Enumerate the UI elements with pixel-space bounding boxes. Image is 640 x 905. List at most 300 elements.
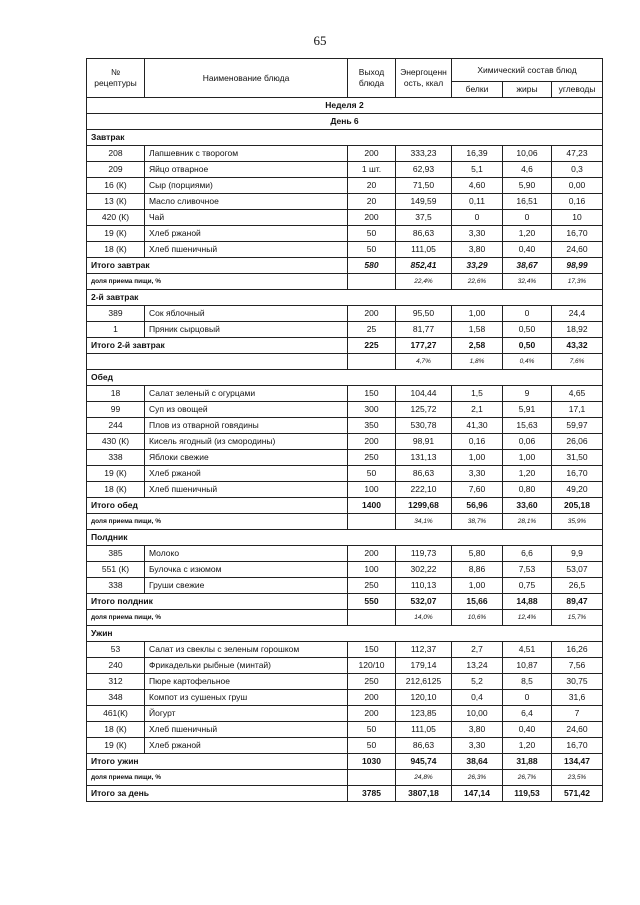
carbs-cell: 23,5%: [552, 770, 603, 786]
yield-cell: [348, 354, 396, 370]
fats-cell: 1,20: [503, 738, 552, 754]
dish-row: [87, 178, 603, 194]
fats-cell: 31,88: [503, 754, 552, 770]
header-proteins: белки: [452, 82, 503, 98]
dish-name-cell: Фрикадельки рыбные (минтай): [145, 658, 348, 674]
fats-cell: 32,4%: [503, 274, 552, 290]
carbs-cell: 30,75: [552, 674, 603, 690]
meal-total-label: Итого 2-й завтрак: [87, 338, 348, 354]
fats-cell: 0,50: [503, 322, 552, 338]
recipe-no-cell: 461(К): [87, 706, 145, 722]
energy-cell: 71,50: [396, 178, 452, 194]
yield-cell: 200: [348, 546, 396, 562]
header-energy: Энергоценн ость, ккал: [396, 59, 452, 98]
proteins-cell: 3,80: [452, 722, 503, 738]
dish-row: [87, 642, 603, 658]
carbs-cell: 10: [552, 210, 603, 226]
fats-cell: 10,87: [503, 658, 552, 674]
week-label: Неделя 2: [87, 98, 603, 114]
recipe-no-cell: 19 (К): [87, 466, 145, 482]
energy-cell: 532,07: [396, 594, 452, 610]
proteins-cell: 1,58: [452, 322, 503, 338]
yield-cell: 1400: [348, 498, 396, 514]
yield-cell: 50: [348, 226, 396, 242]
proteins-cell: 0,11: [452, 194, 503, 210]
proteins-cell: 3,30: [452, 466, 503, 482]
dish-row: [87, 674, 603, 690]
carbs-cell: 9,9: [552, 546, 603, 562]
fats-cell: 0: [503, 210, 552, 226]
carbs-cell: 17,1: [552, 402, 603, 418]
fats-cell: 0,40: [503, 722, 552, 738]
fats-cell: 0,80: [503, 482, 552, 498]
energy-cell: 104,44: [396, 386, 452, 402]
yield-cell: 580: [348, 258, 396, 274]
recipe-no-cell: 13 (К): [87, 194, 145, 210]
proteins-cell: 2,58: [452, 338, 503, 354]
energy-cell: 111,05: [396, 722, 452, 738]
meal-total-row: [87, 754, 603, 770]
carbs-cell: 24,60: [552, 242, 603, 258]
recipe-no-cell: 338: [87, 450, 145, 466]
proteins-cell: 1,00: [452, 578, 503, 594]
recipe-no-cell: 53: [87, 642, 145, 658]
dish-name-cell: Йогурт: [145, 706, 348, 722]
proteins-cell: 0: [452, 210, 503, 226]
yield-cell: 50: [348, 242, 396, 258]
fats-cell: 15,63: [503, 418, 552, 434]
meal-section-row: [87, 290, 603, 306]
carbs-cell: 16,70: [552, 466, 603, 482]
fats-cell: 1,20: [503, 466, 552, 482]
meal-share-label: доля приема пищи, %: [87, 610, 348, 626]
proteins-cell: 15,66: [452, 594, 503, 610]
proteins-cell: 41,30: [452, 418, 503, 434]
recipe-no-cell: 208: [87, 146, 145, 162]
energy-cell: 179,14: [396, 658, 452, 674]
fats-cell: 0,06: [503, 434, 552, 450]
yield-cell: 150: [348, 386, 396, 402]
energy-cell: 131,13: [396, 450, 452, 466]
yield-cell: [348, 274, 396, 290]
yield-cell: [348, 610, 396, 626]
proteins-cell: 0,16: [452, 434, 503, 450]
meal-share-row: [87, 354, 603, 370]
recipe-no-cell: 389: [87, 306, 145, 322]
fats-cell: 28,1%: [503, 514, 552, 530]
yield-cell: 300: [348, 402, 396, 418]
recipe-no-cell: 18 (К): [87, 242, 145, 258]
meal-share-row: [87, 514, 603, 530]
dish-row: [87, 402, 603, 418]
energy-cell: 852,41: [396, 258, 452, 274]
energy-cell: 24,8%: [396, 770, 452, 786]
proteins-cell: 1,00: [452, 450, 503, 466]
carbs-cell: 35,9%: [552, 514, 603, 530]
fats-cell: 8,5: [503, 674, 552, 690]
carbs-cell: 31,50: [552, 450, 603, 466]
recipe-no-cell: 551 (К): [87, 562, 145, 578]
menu-table: [86, 58, 603, 802]
dish-row: [87, 146, 603, 162]
yield-cell: 20: [348, 178, 396, 194]
meal-share-label: доля приема пищи, %: [87, 770, 348, 786]
header-dish-name: Наименование блюда: [145, 59, 348, 98]
energy-cell: 120,10: [396, 690, 452, 706]
proteins-cell: 2,7: [452, 642, 503, 658]
dish-name-cell: Хлеб пшеничный: [145, 482, 348, 498]
recipe-no-cell: 19 (К): [87, 738, 145, 754]
carbs-cell: 31,6: [552, 690, 603, 706]
energy-cell: 4,7%: [396, 354, 452, 370]
dish-name-cell: Яйцо отварное: [145, 162, 348, 178]
proteins-cell: 2,1: [452, 402, 503, 418]
carbs-cell: 53,07: [552, 562, 603, 578]
energy-cell: 123,85: [396, 706, 452, 722]
dish-name-cell: Булочка с изюмом: [145, 562, 348, 578]
carbs-cell: 26,5: [552, 578, 603, 594]
recipe-no-cell: 244: [87, 418, 145, 434]
yield-cell: [348, 770, 396, 786]
energy-cell: 34,1%: [396, 514, 452, 530]
recipe-no-cell: 430 (К): [87, 434, 145, 450]
dish-name-cell: Хлеб ржаной: [145, 738, 348, 754]
recipe-no-cell: 18 (К): [87, 722, 145, 738]
header-yield: Выход блюда: [348, 59, 396, 98]
proteins-cell: 5,1: [452, 162, 503, 178]
proteins-cell: 1,00: [452, 306, 503, 322]
proteins-cell: 33,29: [452, 258, 503, 274]
carbs-cell: 43,32: [552, 338, 603, 354]
yield-cell: 1030: [348, 754, 396, 770]
proteins-cell: 10,00: [452, 706, 503, 722]
fats-cell: 0,75: [503, 578, 552, 594]
dish-name-cell: Хлеб пшеничный: [145, 242, 348, 258]
energy-cell: 333,23: [396, 146, 452, 162]
week-row: [87, 98, 603, 114]
meal-share-label: доля приема пищи, %: [87, 514, 348, 530]
fats-cell: 38,67: [503, 258, 552, 274]
carbs-cell: 89,47: [552, 594, 603, 610]
meal-share-row: [87, 274, 603, 290]
dish-name-cell: Хлеб ржаной: [145, 226, 348, 242]
proteins-cell: 3,80: [452, 242, 503, 258]
recipe-no-cell: 338: [87, 578, 145, 594]
fats-cell: 0: [503, 306, 552, 322]
dish-name-cell: Пряник сырцовый: [145, 322, 348, 338]
yield-cell: 250: [348, 450, 396, 466]
recipe-no-cell: 99: [87, 402, 145, 418]
yield-cell: 100: [348, 562, 396, 578]
yield-cell: 200: [348, 210, 396, 226]
proteins-cell: 3,30: [452, 226, 503, 242]
header-row: [87, 59, 603, 82]
fats-cell: 6,4: [503, 706, 552, 722]
dish-row: [87, 386, 603, 402]
dish-row: [87, 706, 603, 722]
dish-name-cell: Яблоки свежие: [145, 450, 348, 466]
energy-cell: 530,78: [396, 418, 452, 434]
fats-cell: 33,60: [503, 498, 552, 514]
fats-cell: 0,50: [503, 338, 552, 354]
energy-cell: 1299,68: [396, 498, 452, 514]
dish-name-cell: Хлеб пшеничный: [145, 722, 348, 738]
dish-name-cell: Салат из свеклы с зеленым горошком: [145, 642, 348, 658]
yield-cell: 350: [348, 418, 396, 434]
fats-cell: 6,6: [503, 546, 552, 562]
carbs-cell: 7,6%: [552, 354, 603, 370]
yield-cell: 50: [348, 722, 396, 738]
energy-cell: 110,13: [396, 578, 452, 594]
energy-cell: 95,50: [396, 306, 452, 322]
carbs-cell: 4,65: [552, 386, 603, 402]
meal-total-row: [87, 786, 603, 802]
proteins-cell: 147,14: [452, 786, 503, 802]
recipe-no-cell: 348: [87, 690, 145, 706]
recipe-no-cell: 19 (К): [87, 226, 145, 242]
dish-name-cell: Лапшевник с творогом: [145, 146, 348, 162]
yield-cell: 3785: [348, 786, 396, 802]
energy-cell: 86,63: [396, 466, 452, 482]
proteins-cell: 16,39: [452, 146, 503, 162]
meal-total-row: [87, 498, 603, 514]
yield-cell: [348, 514, 396, 530]
carbs-cell: 98,99: [552, 258, 603, 274]
meal-section-row: [87, 626, 603, 642]
carbs-cell: 0,16: [552, 194, 603, 210]
carbs-cell: 571,42: [552, 786, 603, 802]
energy-cell: 177,27: [396, 338, 452, 354]
day-row: [87, 114, 603, 130]
dish-row: [87, 546, 603, 562]
dish-row: [87, 690, 603, 706]
yield-cell: 25: [348, 322, 396, 338]
proteins-cell: 13,24: [452, 658, 503, 674]
meal-total-label: Итого завтрак: [87, 258, 348, 274]
energy-cell: 125,72: [396, 402, 452, 418]
dish-row: [87, 194, 603, 210]
yield-cell: 150: [348, 642, 396, 658]
fats-cell: 14,88: [503, 594, 552, 610]
energy-cell: 98,91: [396, 434, 452, 450]
energy-cell: 86,63: [396, 226, 452, 242]
dish-row: [87, 306, 603, 322]
day-label: День 6: [87, 114, 603, 130]
meal-share-row: [87, 610, 603, 626]
energy-cell: 945,74: [396, 754, 452, 770]
proteins-cell: 56,96: [452, 498, 503, 514]
recipe-no-cell: 420 (К): [87, 210, 145, 226]
yield-cell: 20: [348, 194, 396, 210]
yield-cell: 200: [348, 434, 396, 450]
fats-cell: 10,06: [503, 146, 552, 162]
proteins-cell: 10,6%: [452, 610, 503, 626]
carbs-cell: 16,26: [552, 642, 603, 658]
fats-cell: 12,4%: [503, 610, 552, 626]
header-fats: жиры: [503, 82, 552, 98]
recipe-no-cell: 209: [87, 162, 145, 178]
proteins-cell: 8,86: [452, 562, 503, 578]
proteins-cell: 0,4: [452, 690, 503, 706]
dish-row: [87, 562, 603, 578]
fats-cell: 9: [503, 386, 552, 402]
menu-body: [87, 98, 603, 802]
energy-cell: 111,05: [396, 242, 452, 258]
yield-cell: 250: [348, 578, 396, 594]
yield-cell: 250: [348, 674, 396, 690]
dish-name-cell: Масло сливочное: [145, 194, 348, 210]
fats-cell: 0,40: [503, 242, 552, 258]
energy-cell: 212,6125: [396, 674, 452, 690]
meal-share-label: доля приема пищи, %: [87, 274, 348, 290]
carbs-cell: 134,47: [552, 754, 603, 770]
proteins-cell: 3,30: [452, 738, 503, 754]
meal-total-label: Итого за день: [87, 786, 348, 802]
yield-cell: 200: [348, 306, 396, 322]
meal-share-label: [87, 354, 348, 370]
dish-row: [87, 722, 603, 738]
carbs-cell: 16,70: [552, 738, 603, 754]
energy-cell: 62,93: [396, 162, 452, 178]
dish-row: [87, 482, 603, 498]
dish-row: [87, 450, 603, 466]
energy-cell: 81,77: [396, 322, 452, 338]
carbs-cell: 16,70: [552, 226, 603, 242]
yield-cell: 1 шт.: [348, 162, 396, 178]
carbs-cell: 47,23: [552, 146, 603, 162]
energy-cell: 86,63: [396, 738, 452, 754]
energy-cell: 149,59: [396, 194, 452, 210]
carbs-cell: 18,92: [552, 322, 603, 338]
meal-total-row: [87, 338, 603, 354]
page-number: 65: [313, 33, 327, 48]
meal-section-label: Полдник: [87, 530, 603, 546]
meal-section-label: Обед: [87, 370, 603, 386]
meal-section-row: [87, 370, 603, 386]
fats-cell: 5,91: [503, 402, 552, 418]
energy-cell: 3807,18: [396, 786, 452, 802]
proteins-cell: 1,5: [452, 386, 503, 402]
recipe-no-cell: 240: [87, 658, 145, 674]
fats-cell: 5,90: [503, 178, 552, 194]
fats-cell: 1,00: [503, 450, 552, 466]
dish-name-cell: Груши свежие: [145, 578, 348, 594]
dish-row: [87, 210, 603, 226]
dish-row: [87, 242, 603, 258]
meal-section-label: Ужин: [87, 626, 603, 642]
meal-total-row: [87, 258, 603, 274]
carbs-cell: 24,60: [552, 722, 603, 738]
proteins-cell: 5,2: [452, 674, 503, 690]
meal-share-row: [87, 770, 603, 786]
dish-row: [87, 658, 603, 674]
proteins-cell: 1,8%: [452, 354, 503, 370]
energy-cell: 112,37: [396, 642, 452, 658]
proteins-cell: 5,80: [452, 546, 503, 562]
dish-name-cell: Пюре картофельное: [145, 674, 348, 690]
yield-cell: 50: [348, 738, 396, 754]
dish-row: [87, 162, 603, 178]
yield-cell: 550: [348, 594, 396, 610]
proteins-cell: 26,3%: [452, 770, 503, 786]
carbs-cell: 59,97: [552, 418, 603, 434]
yield-cell: 200: [348, 690, 396, 706]
dish-name-cell: Компот из сушеных груш: [145, 690, 348, 706]
energy-cell: 37,5: [396, 210, 452, 226]
dish-name-cell: Молоко: [145, 546, 348, 562]
dish-row: [87, 738, 603, 754]
recipe-no-cell: 18: [87, 386, 145, 402]
meal-section-row: [87, 530, 603, 546]
meal-section-label: 2-й завтрак: [87, 290, 603, 306]
carbs-cell: 7,56: [552, 658, 603, 674]
dish-row: [87, 418, 603, 434]
energy-cell: 119,73: [396, 546, 452, 562]
dish-name-cell: Чай: [145, 210, 348, 226]
dish-row: [87, 226, 603, 242]
carbs-cell: 0,00: [552, 178, 603, 194]
dish-row: [87, 466, 603, 482]
fats-cell: 26,7%: [503, 770, 552, 786]
fats-cell: 1,20: [503, 226, 552, 242]
proteins-cell: 4,60: [452, 178, 503, 194]
energy-cell: 222,10: [396, 482, 452, 498]
energy-cell: 302,22: [396, 562, 452, 578]
meal-total-label: Итого полдник: [87, 594, 348, 610]
recipe-no-cell: 18 (К): [87, 482, 145, 498]
carbs-cell: 24,4: [552, 306, 603, 322]
dish-name-cell: Хлеб ржаной: [145, 466, 348, 482]
dish-name-cell: Кисель ягодный (из смородины): [145, 434, 348, 450]
fats-cell: 4,51: [503, 642, 552, 658]
carbs-cell: 7: [552, 706, 603, 722]
header-recipe-no: № рецептуры: [87, 59, 145, 98]
dish-row: [87, 322, 603, 338]
energy-cell: 14,0%: [396, 610, 452, 626]
yield-cell: 120/10: [348, 658, 396, 674]
fats-cell: 4,6: [503, 162, 552, 178]
dish-name-cell: Салат зеленый с огурцами: [145, 386, 348, 402]
proteins-cell: 38,7%: [452, 514, 503, 530]
proteins-cell: 38,64: [452, 754, 503, 770]
proteins-cell: 7,60: [452, 482, 503, 498]
yield-cell: 100: [348, 482, 396, 498]
meal-section-row: [87, 130, 603, 146]
fats-cell: 16,51: [503, 194, 552, 210]
dish-name-cell: Сок яблочный: [145, 306, 348, 322]
fats-cell: 0: [503, 690, 552, 706]
dish-row: [87, 434, 603, 450]
fats-cell: 7,53: [503, 562, 552, 578]
recipe-no-cell: 312: [87, 674, 145, 690]
meal-section-label: Завтрак: [87, 130, 603, 146]
yield-cell: 200: [348, 146, 396, 162]
dish-name-cell: Сыр (порциями): [145, 178, 348, 194]
energy-cell: 22,4%: [396, 274, 452, 290]
header-chem-composition: Химический состав блюд: [452, 59, 603, 82]
fats-cell: 0,4%: [503, 354, 552, 370]
carbs-cell: 205,18: [552, 498, 603, 514]
yield-cell: 50: [348, 466, 396, 482]
header-carbs: углеводы: [552, 82, 603, 98]
dish-name-cell: Плов из отварной говядины: [145, 418, 348, 434]
meal-total-label: Итого ужин: [87, 754, 348, 770]
meal-total-label: Итого обед: [87, 498, 348, 514]
dish-name-cell: Суп из овощей: [145, 402, 348, 418]
proteins-cell: 22,6%: [452, 274, 503, 290]
meal-total-row: [87, 594, 603, 610]
carbs-cell: 17,3%: [552, 274, 603, 290]
